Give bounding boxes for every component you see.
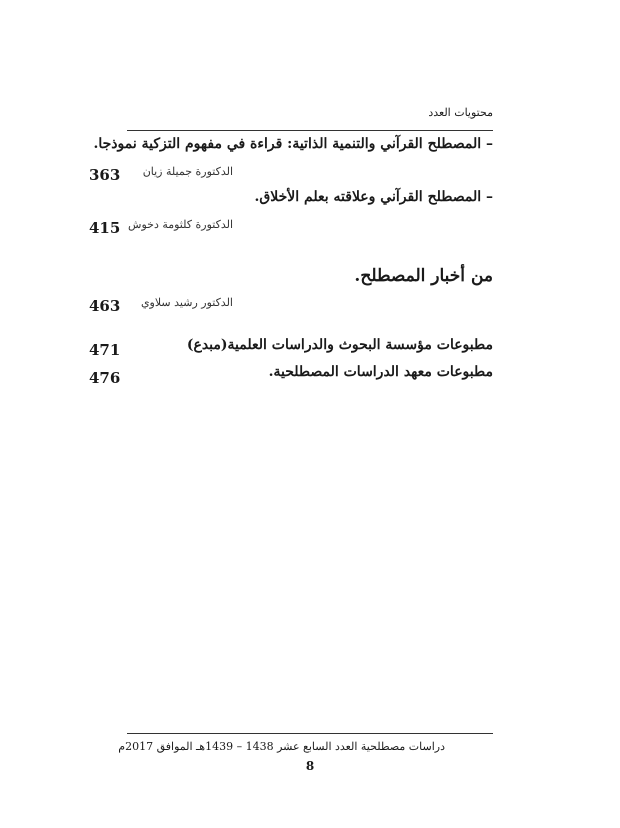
entry-page-number: 415 xyxy=(89,219,121,237)
publication-title: مطبوعات مؤسسة البحوث والدراسات العلمية(مبدع) xyxy=(186,337,493,353)
publication-title: مطبوعات معهد الدراسات المصطلحية. xyxy=(268,364,493,380)
section-heading: من أخبار المصطلح. xyxy=(354,266,493,286)
entry-author: الدكتورة جميلة زيان xyxy=(142,165,233,178)
publication-page-number: 471 xyxy=(89,341,121,359)
section-page-number: 463 xyxy=(89,297,121,315)
publication-page-number: 476 xyxy=(89,369,121,387)
running-header: محتويات العدد xyxy=(428,106,493,119)
page-number: 8 xyxy=(305,759,315,773)
entry-page-number: 363 xyxy=(89,166,121,184)
footer-text: دراسات مصطلحية العدد السابع عشر 1438 – 1439هـ الموافق 2017م xyxy=(118,740,445,753)
entry-title: – المصطلح القرآني وعلاقته بعلم الأخلاق. xyxy=(254,189,493,205)
footer-rule xyxy=(127,733,493,734)
entry-title: – المصطلح القرآني والتنمية الذاتية: قراءة في مفهوم التزكية نموذجا. xyxy=(93,136,493,152)
entry-author: الدكتورة كلثومة دخوش xyxy=(128,218,233,231)
section-author: الدكتور رشيد سلاوي xyxy=(140,296,233,309)
header-rule xyxy=(127,130,493,131)
